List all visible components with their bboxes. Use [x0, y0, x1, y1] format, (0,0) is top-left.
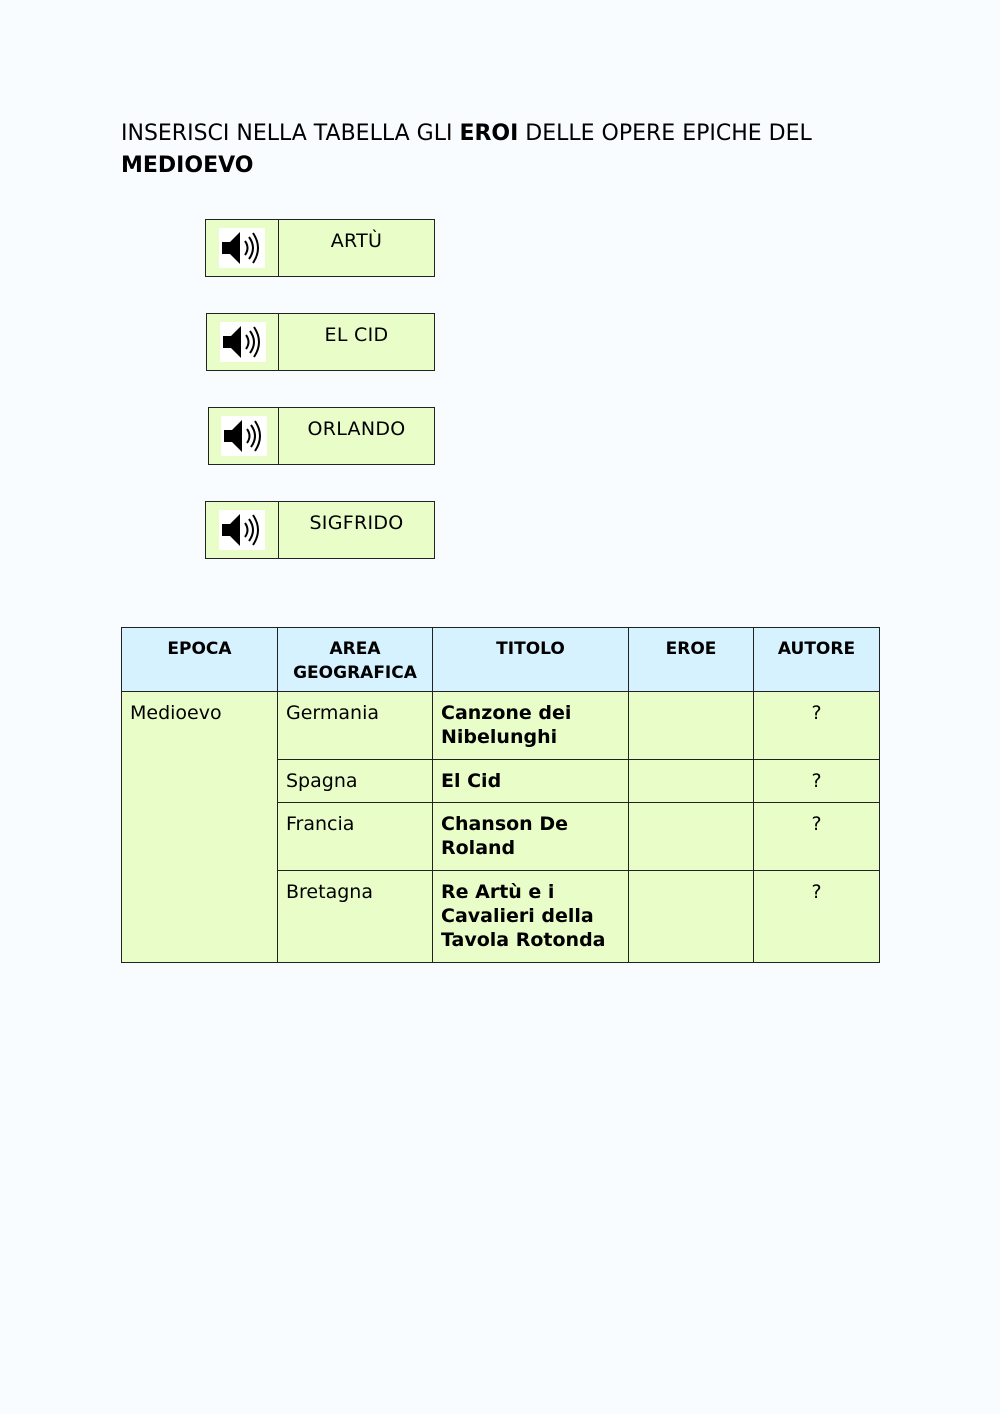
titolo-cell: El Cid: [433, 760, 629, 803]
area-cell: Bretagna: [278, 871, 433, 963]
audio-cell: [206, 502, 279, 558]
speaker-icon: [220, 511, 264, 549]
header-eroe: EROE: [629, 628, 754, 692]
hero-name: ARTÙ: [330, 230, 383, 252]
epoca-cell: Medioevo: [122, 692, 278, 963]
play-audio-button[interactable]: [220, 322, 266, 362]
speaker-icon: [221, 323, 265, 361]
epic-works-table: [121, 627, 880, 963]
area-cell: Spagna: [278, 760, 433, 803]
header-epoca: EPOCA: [122, 628, 278, 692]
hero-card-sigfrido[interactable]: [205, 501, 435, 559]
instruction-part-2: DELLE OPERE EPICHE DEL: [518, 121, 812, 146]
header-titolo: TITOLO: [433, 628, 629, 692]
play-audio-button[interactable]: [219, 510, 265, 550]
autore-cell: ?: [754, 803, 880, 871]
eroe-drop-slot[interactable]: [629, 803, 754, 871]
titolo-cell: Chanson De Roland: [433, 803, 629, 871]
hero-card-el-cid[interactable]: [206, 313, 435, 371]
audio-cell: [209, 408, 279, 464]
eroe-drop-slot[interactable]: [629, 871, 754, 963]
instruction-bold-eroi: EROI: [459, 121, 519, 146]
hero-name: SIGFRIDO: [309, 512, 404, 534]
autore-cell: ?: [754, 760, 880, 803]
instruction-bold-medioevo: MEDIOEVO: [121, 153, 254, 178]
instruction-part-1: INSERISCI NELLA TABELLA GLI: [121, 121, 460, 146]
audio-cell: [207, 314, 279, 370]
hero-name: ORLANDO: [307, 418, 406, 440]
autore-cell: ?: [754, 871, 880, 963]
table-row: [122, 692, 880, 760]
hero-card-artu[interactable]: [205, 219, 435, 277]
audio-cell: [206, 220, 279, 276]
speaker-icon: [222, 417, 266, 455]
eroe-drop-slot[interactable]: [629, 692, 754, 760]
area-cell: Francia: [278, 803, 433, 871]
play-audio-button[interactable]: [221, 416, 267, 456]
titolo-cell: Canzone dei Nibelunghi: [433, 692, 629, 760]
titolo-cell: Re Artù e i Cavalieri della Tavola Rotonda: [433, 871, 629, 963]
header-autore: AUTORE: [754, 628, 880, 692]
play-audio-button[interactable]: [219, 228, 265, 268]
speaker-icon: [220, 229, 264, 267]
eroe-drop-slot[interactable]: [629, 760, 754, 803]
area-cell: Germania: [278, 692, 433, 760]
hero-card-orlando[interactable]: [208, 407, 435, 465]
table-header-row: [122, 628, 880, 692]
hero-name: EL CID: [324, 324, 389, 346]
instruction-text: [121, 118, 881, 182]
autore-cell: ?: [754, 692, 880, 760]
header-area-geografica: AREA GEOGRAFICA: [278, 628, 433, 692]
